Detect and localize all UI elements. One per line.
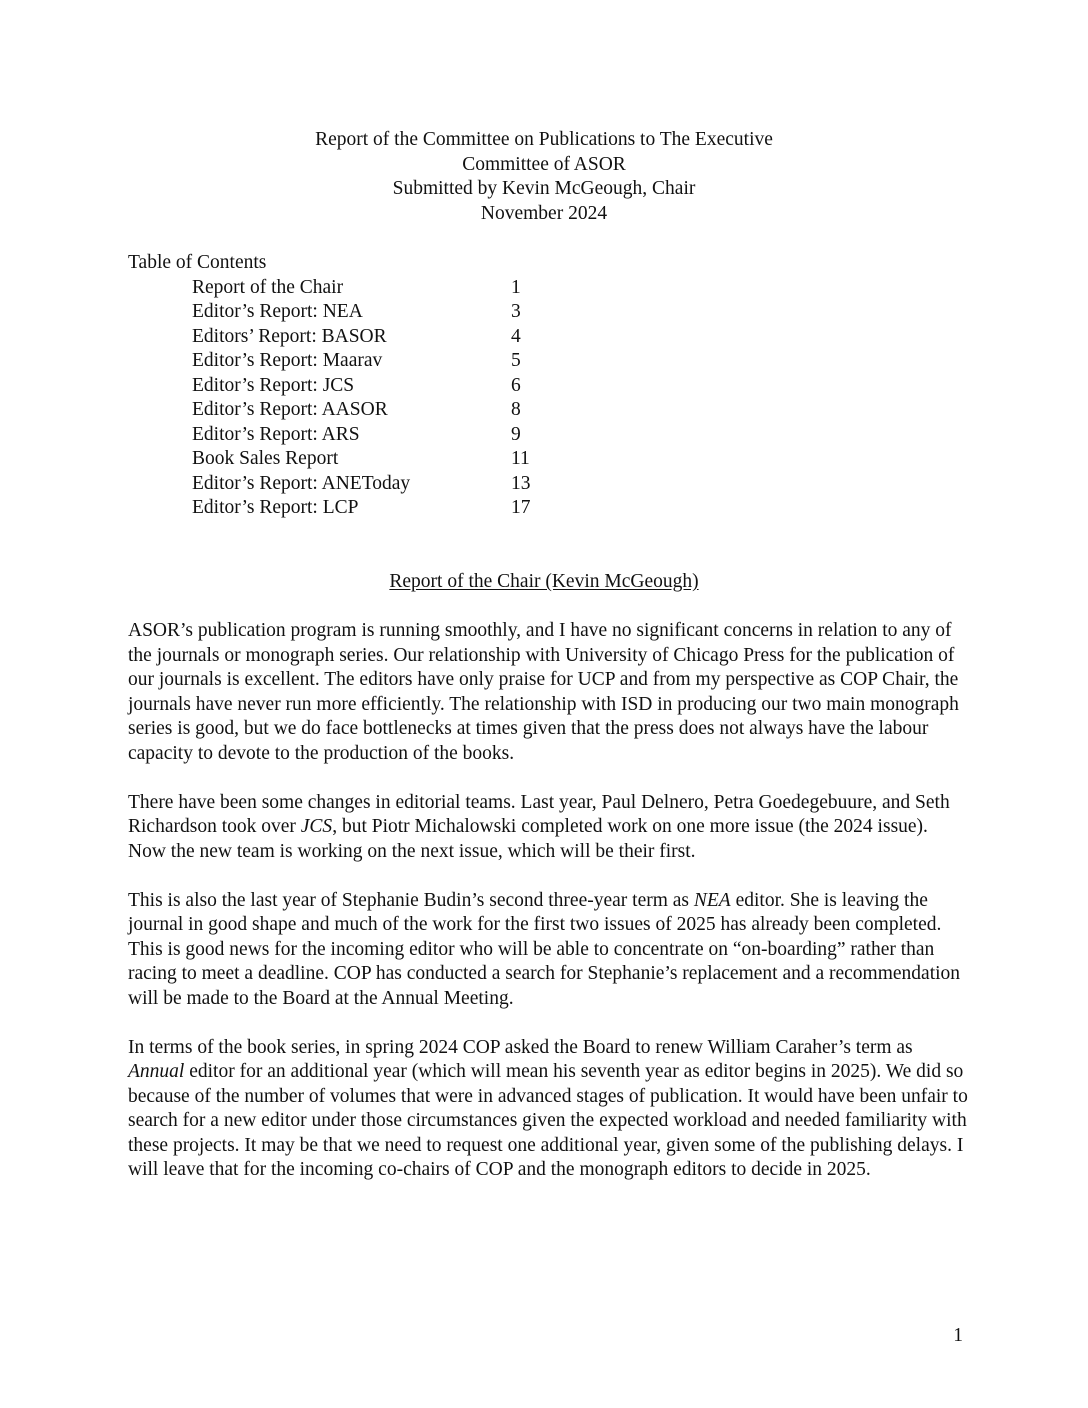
paragraph-editorial-teams [128, 791, 968, 865]
toc-entry-label: Editor’s Report: AASOR [192, 399, 388, 420]
paragraph-text: editor. She is leaving the journal in good shape and much of the work for the first two issues of 2025 has already been completed. This is good news for the incoming editor who will be able to concentrate on “on-boarding” rather than racing to meet a deadline. COP has conducted a search for Stephanie’s replacement and a recommendation will be made to the Board at the Annual Meeting. [128, 889, 961, 1009]
toc-entry-label: Editor’s Report: ANEToday [192, 472, 411, 494]
toc-entry-label: Editor’s Report: Maarav [192, 350, 383, 371]
series-name-italic: Annual [128, 1061, 185, 1082]
title-line-1: Report of the Committee on Publications to The Executive [315, 129, 773, 150]
toc-entry [128, 423, 728, 448]
toc-entry-page: 4 [511, 325, 521, 347]
submitted-by-line: Submitted by Kevin McGeough, Chair [392, 178, 696, 199]
toc-entry-label: Editor’s Report: LCP [192, 497, 359, 518]
toc-entry-label: Book Sales Report [192, 448, 339, 469]
journal-name-italic: JCS [300, 816, 333, 837]
paragraph-book-series [128, 1036, 968, 1183]
paragraph-nea-editor [128, 889, 968, 1012]
table-of-contents [128, 251, 728, 521]
toc-entry [128, 325, 728, 350]
toc-entry-page: 17 [511, 497, 531, 518]
toc-entry-label: Editor’s Report: JCS [192, 374, 355, 396]
toc-entry-page: 6 [511, 374, 521, 396]
toc-entry-label: Editor’s Report: ARS [192, 423, 360, 445]
toc-entry [128, 276, 728, 301]
report-date: November 2024 [480, 202, 608, 224]
toc-entry-page: 13 [511, 472, 531, 494]
toc-entry-page: 5 [511, 350, 521, 371]
toc-entry [128, 374, 728, 399]
paragraph-text: This is also the last year of Stephanie Budin’s second three-year term as [128, 889, 694, 911]
journal-name-italic: NEA [693, 889, 731, 911]
toc-entry-label: Editor’s Report: NEA [192, 301, 363, 322]
toc-entry [128, 349, 728, 374]
toc-entry [128, 398, 728, 423]
toc-entry [128, 300, 728, 325]
toc-entry [128, 496, 728, 521]
toc-entry [128, 472, 728, 497]
paragraph-text: There have been some changes in editorial teams. Last year, Paul Delnero, Petra Goedegebuure, and Seth Richardson took over [128, 791, 950, 837]
toc-entry-page: 1 [511, 276, 521, 298]
report-title-block [0, 128, 1088, 226]
toc-entry-page: 11 [511, 448, 530, 469]
page-number: 1 [953, 1325, 963, 1346]
paragraph-text: In terms of the book series, in spring 2024 COP asked the Board to renew William Caraher’s term as [128, 1036, 913, 1058]
section-heading-text: Report of the Chair (Kevin McGeough) [389, 571, 699, 592]
toc-heading: Table of Contents [128, 252, 267, 273]
toc-entry-page: 3 [511, 301, 521, 322]
section-heading [0, 570, 1088, 595]
toc-entry-label: Report of the Chair [192, 276, 344, 298]
paragraph-text: editor for an additional year (which will mean his seventh year as editor begins in 2025). We did so because of the number of volumes that were in advanced stages of publication. It would have been unfair to search for a new editor under those circumstances given the expected workload and needed familiarity with these projects. It may be that we need to request one additional year, given some of the publishing delays. I will leave that for the incoming co-chairs of COP and the monograph editors to decide in 2025. [128, 1061, 968, 1180]
report-body [128, 619, 968, 1207]
title-line-2: Committee of ASOR [462, 153, 626, 175]
paragraph-text: , but Piotr Michalowski completed work on one more issue (the 2024 issue). Now the new team is working on the next issue, which will be their first. [128, 816, 928, 862]
toc-entry [128, 447, 728, 472]
paragraph-publication-program: ASOR’s publication program is running smoothly, and I have no significant concerns in relation to any of the journals or monograph series. Our relationship with University of Chicago Press for the publication of our journals is excellent. The editors have only praise for UCP and from my perspective as COP Chair, the journals have never run more efficiently. The relationship with ISD in producing our two main monograph series is good, but we do face bottlenecks at times given that the press does not always have the labour capacity to devote to the production of the books. [128, 620, 959, 764]
toc-entry-page: 8 [511, 399, 521, 420]
toc-entry-page: 9 [511, 423, 521, 445]
toc-entry-label: Editors’ Report: BASOR [192, 325, 387, 347]
